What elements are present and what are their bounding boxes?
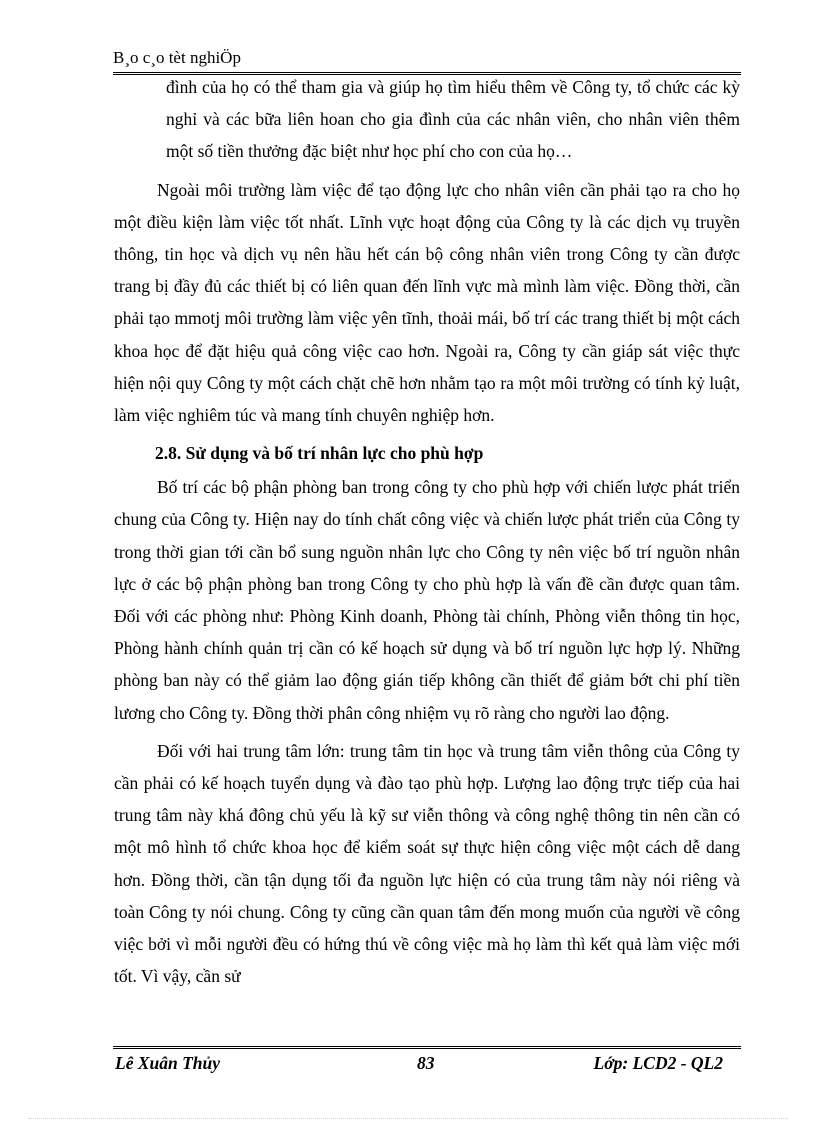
page-footer — [113, 1046, 741, 1083]
page-bottom-divider — [28, 1118, 788, 1119]
paragraph-working-environment: Ngoài môi trường làm việc để tạo động lực cho nhân viên cần phải tạo ra cho họ một điều kiện làm việc tốt nhất. Lĩnh vực hoạt động của Công ty là các dịch vụ truyền thông, tin học và dịch vụ nên hầu hết cán bộ công nhân viên trong Công ty cần được trang bị đầy đủ các thiết bị có liên quan đến lĩnh vực mà mình làm việc. Đồng thời, cần phải tạo mmotj môi trường làm việc yên tĩnh, thoải mái, bố trí các trang thiết bị một cách khoa học để đặt hiệu quả công việc cao hơn. Ngoài ra, Công ty cần giáp sát việc thực hiện nội quy Công ty một cách chặt chẽ hơn nhằm tạo ra một môi trường có tính kỷ luật, làm việc nghiêm túc và mang tính chuyên nghiệp hơn. — [114, 179, 740, 426]
header-title: B¸o c¸o tèt nghiÖp — [113, 48, 241, 67]
section-heading: 2.8. Sử dụng và bố trí nhân lực cho phù hợp — [155, 443, 484, 464]
paragraph-continued: đình của họ có thể tham gia và giúp họ tìm hiểu thêm về Công ty, tổ chức các kỳ nghỉ và các bữa liên hoan cho gia đình của các nhân viên, cho nhân viên thêm một số tiền thưởng đặc biệt như học phí cho con của họ… — [166, 77, 740, 162]
footer-author: Lê Xuân Thủy — [115, 1053, 221, 1073]
paragraph-department-arrangement: Bố trí các bộ phận phòng ban trong công ty cho phù hợp với chiến lược phát triển chung của Công ty. Hiện nay do tính chất công việc và chiến lược phát triển của Công ty trong thời gian tới cần bổ sung nguồn nhân lực cho Công ty nên việc bố trí nguồn nhân lực ở các bộ phận phòng ban trong Công ty cho phù hợp là vấn đề cần được quan tâm. Đối với các phòng như: Phòng Kinh doanh, Phòng tài chính, Phòng viễn thông tin học, Phòng hành chính quản trị cần có kế hoạch sử dụng và bố trí nguồn lực hợp lý. Những phòng ban này có thể giảm lao động gián tiếp không cần thiết để giảm bớt chi phí tiền lương cho Công ty. Đồng thời phân công nhiệm vụ rõ ràng cho người lao động. — [114, 477, 740, 723]
footer-page-number: 83 — [417, 1053, 435, 1073]
document-body — [114, 71, 740, 992]
paragraph-two-centers: Đối với hai trung tâm lớn: trung tâm tin học và trung tâm viễn thông của Công ty cần phải có kế hoạch tuyển dụng và đào tạo phù hợp. Lượng lao động trực tiếp của hai trung tâm này khá đông chủ yếu là kỹ sư viễn thông và công nghệ thông tin nên cần có một mô hình tổ chức khoa học để kiểm soát sự thực hiện công việc một cách dễ dang hơn. Đồng thời, cần tận dụng tối đa nguồn lực hiện có của trung tâm này nói riêng và toàn Công ty nói chung. Công ty cũng cần quan tâm đến mong muốn của người về công việc bởi vì mỗi người đều có hứng thú về công việc mà họ làm thì kết quả làm việc mới tốt. Vì vậy, cần sử — [114, 740, 740, 987]
footer-class-code: Lớp: LCD2 - QL2 — [593, 1053, 723, 1073]
